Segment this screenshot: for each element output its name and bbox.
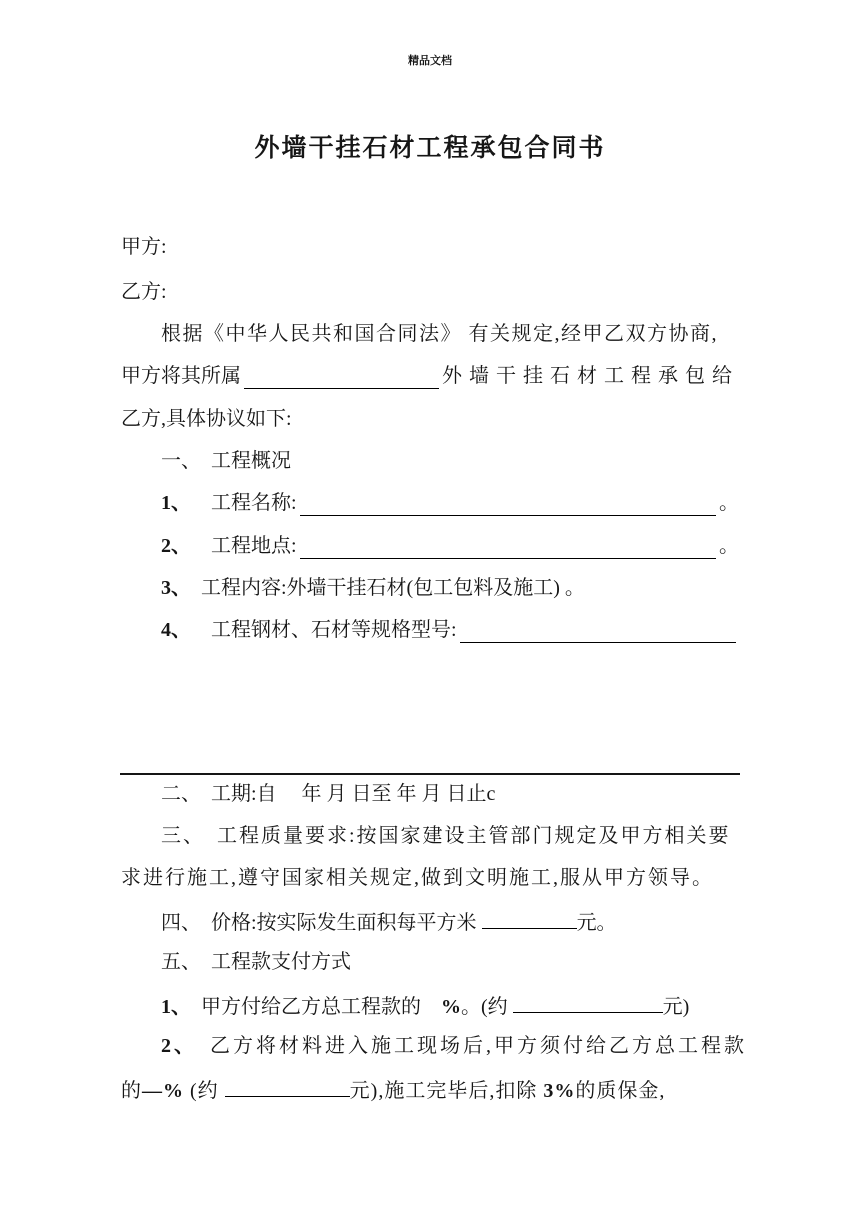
item1-suffix: 。 [719,492,739,514]
list-number: 3、 [161,577,181,599]
intro-line-1: 根据《中华人民共和国合同法》 有关规定,经甲乙双方协商, [161,323,718,345]
list-number: 1、 [161,996,181,1018]
section5-item2-line-2 [121,1075,739,1104]
party-b-line: 乙方: [121,281,167,303]
item1-label: 工程名称: [191,492,297,514]
percent-sign: % [441,996,461,1018]
blank-underline [482,907,577,929]
watermark-text: 精品文档 [408,55,452,67]
section1-heading: 一、 工程概况 [161,450,291,472]
intro-line-2-prefix: 甲方将其所属 [121,365,241,387]
section2-line: 二、 工期:自 年 月 日至 年 月 日止c [161,783,496,805]
section1-item3 [121,575,739,601]
section5-item2-line-1 [121,1033,747,1059]
section3-line-2: 求进行施工,遵守国家相关规定,做到文明施工,服从甲方领导。 [121,867,714,889]
list-number: 4、 [161,619,191,641]
item2-l2-b: (约 [184,1080,225,1102]
section1-item4 [121,617,739,643]
item1-text: 甲方付给乙方总工程款的 [181,996,441,1018]
section1-item1 [121,490,739,516]
dash-percent: —% [142,1080,184,1102]
item1-end: 元) [662,996,690,1018]
section4-line [121,907,739,936]
section3-line-1: 三、 工程质量要求:按国家建设主管部门规定及甲方相关要 [161,825,731,847]
list-number: 2、 [161,535,191,557]
intro-line-3: 乙方,具体协议如下: [121,408,292,430]
blank-underline [225,1075,350,1097]
item2-l2-d: 的质保金, [575,1080,666,1102]
retention-percent: 3% [543,1080,576,1102]
section4-suffix: 元。 [576,912,617,934]
section5-heading: 五、 工程款支付方式 [161,951,351,973]
item2-l2-a: 的 [121,1080,142,1102]
blank-underline [460,617,736,643]
item3-text: 工程内容:外墙干挂石材(包工包料及施工) 。 [181,577,585,599]
document-title: 外墙干挂石材工程承包合同书 [254,135,606,162]
blank-underline [300,490,716,516]
horizontal-rule [120,773,740,775]
item2-suffix: 。 [719,535,739,557]
intro-line-2 [121,363,739,389]
list-number: 2、 [161,1035,187,1057]
item2-label: 工程地点: [191,535,297,557]
section4-prefix: 四、 价格:按实际发生面积每平方米 [161,912,482,934]
item2-l2-c: 元),施工完毕后,扣除 [349,1080,544,1102]
item1-mid: 。(约 [461,996,513,1018]
list-number: 1、 [161,492,191,514]
party-a-line: 甲方: [121,236,167,258]
blank-underline [300,533,716,559]
blank-underline [513,991,663,1013]
blank-underline [244,363,439,389]
section5-item1 [121,991,739,1020]
intro-line-2-suffix: 外墙干挂石材工程承包给 [442,365,739,387]
item4-label: 工程钢材、石材等规格型号: [191,619,457,641]
item2-line1-text: 乙方将材料进入施工现场后,甲方须付给乙方总工程款 [187,1035,747,1057]
section1-item2 [121,533,739,559]
